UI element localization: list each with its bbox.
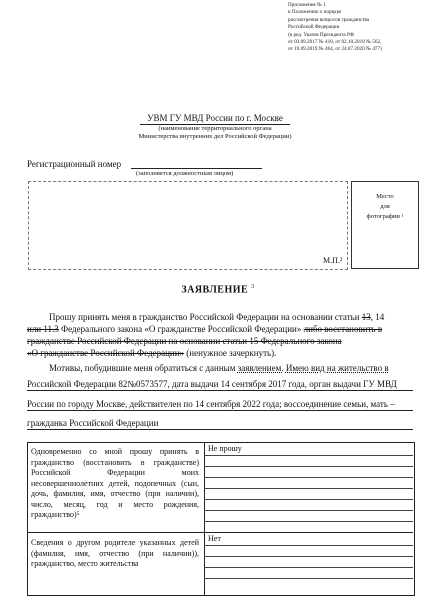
answer-line <box>204 510 413 511</box>
answer-line <box>27 390 413 391</box>
answer-line <box>204 466 413 467</box>
answer-line <box>204 499 413 500</box>
answer-line <box>204 556 413 557</box>
other-parent-answer[interactable]: Нет <box>208 534 221 543</box>
photo-label-3: фотографии ¹ <box>366 213 404 220</box>
answer-line <box>204 578 413 579</box>
struck-text: 13 <box>361 312 371 322</box>
answer-line <box>27 410 413 411</box>
photo-box[interactable] <box>351 181 419 269</box>
photo-label-2: для <box>380 203 390 210</box>
answer-line <box>204 521 413 522</box>
appendix-line: Российской Федерации <box>288 24 340 31</box>
struck-text: либо восстановить в <box>303 324 383 334</box>
document-title <box>0 284 436 295</box>
children-answer[interactable]: Не прошу <box>208 444 242 453</box>
other-parent-question: Сведения о другом родителе указанных детей (фамилия, имя, отчество (при наличии)), гражданство, место жительства <box>31 538 199 568</box>
answer-line <box>204 455 413 456</box>
motives-line-1 <box>27 362 411 374</box>
authority-block <box>90 113 340 141</box>
request-text: Федерального закона «О гражданстве Российской Федерации» <box>61 324 302 334</box>
appendix-line: от 19.09.2019 № 464, от 24.07.2020 № 477) <box>288 46 382 53</box>
request-text: , 14 <box>370 312 385 322</box>
request-line-1 <box>27 311 411 323</box>
request-text: Прошу принять меня в гражданство Российской Федерации на основании статьи <box>49 312 360 322</box>
appendix-line: от 03.09.2017 № 410, от 02.10.2018 № 562, <box>288 39 382 46</box>
answer-line <box>204 477 413 478</box>
answer-line <box>204 545 413 546</box>
registration-label: Регистрационный номер <box>27 159 122 169</box>
authority-name: УВМ ГУ МВД России по г. Москве <box>147 113 283 123</box>
photo-label-1: Место <box>376 193 394 200</box>
children-question: Одновременно со мной прошу принять в гражданство (восстановить в гражданстве) Российской Федерации моих несовершеннолетних детей, подопечных (сын, дочь, фамилия, имя, отчество (при наличии), число, месяц, год и место рождения, гражданство)⁵ <box>31 447 199 519</box>
authority-hint-2: Министерства внутренних дел Российской Федерации) <box>138 133 292 140</box>
authority-hint-1: (наименование территориального органа <box>158 125 272 132</box>
motives-text: Мотивы, побудившие меня обратиться с данным <box>49 363 236 373</box>
appendix-header <box>288 2 434 54</box>
motives-text: заявлением. <box>237 363 284 373</box>
request-note: (ненужное зачеркнуть). <box>186 348 277 358</box>
request-line-3 <box>27 335 411 347</box>
struck-text: гражданстве Российской Федерации на основании статьи 15 Федерального закона <box>27 336 342 346</box>
title-text: ЗАЯВЛЕНИЕ <box>181 284 249 296</box>
appendix-line: к Положению о порядке <box>288 9 342 16</box>
appendix-line: Приложение № 1 <box>288 2 326 8</box>
motives-text: Имею вид на жительство в <box>285 363 389 373</box>
motives-line-4[interactable]: гражданка Российской Федерации <box>27 418 159 428</box>
registration-hint: (заполняется должностным лицом) <box>136 170 234 177</box>
motives-line-2[interactable]: Российской Федерации 82№0573577, дата выдачи 14 сентября 2017 года, орган выдачи ГУ МВД <box>27 379 397 389</box>
title-footnote: 3 <box>251 284 255 290</box>
struck-text: «О гражданстве Российской Федерации» <box>27 348 185 358</box>
motives-line-3[interactable]: России по городу Москве, действителен по 14 сентября 2022 года; воссоединение семьи, мать – <box>27 399 395 409</box>
stamp-mark: М.П.² <box>323 256 343 265</box>
stamp-area <box>28 181 348 270</box>
appendix-line: рассмотрения вопросов гражданства <box>288 16 370 23</box>
registration-number-field[interactable] <box>131 168 262 169</box>
table-divider <box>204 442 205 595</box>
table-divider <box>27 532 413 533</box>
request-line-2 <box>27 323 411 335</box>
struck-text: или 11.3 <box>27 324 59 334</box>
answer-line <box>27 429 413 430</box>
request-line-4 <box>27 347 411 359</box>
appendix-line: (в ред. Указов Президента РФ <box>288 31 354 38</box>
answer-line <box>204 488 413 489</box>
answer-line <box>204 567 413 568</box>
